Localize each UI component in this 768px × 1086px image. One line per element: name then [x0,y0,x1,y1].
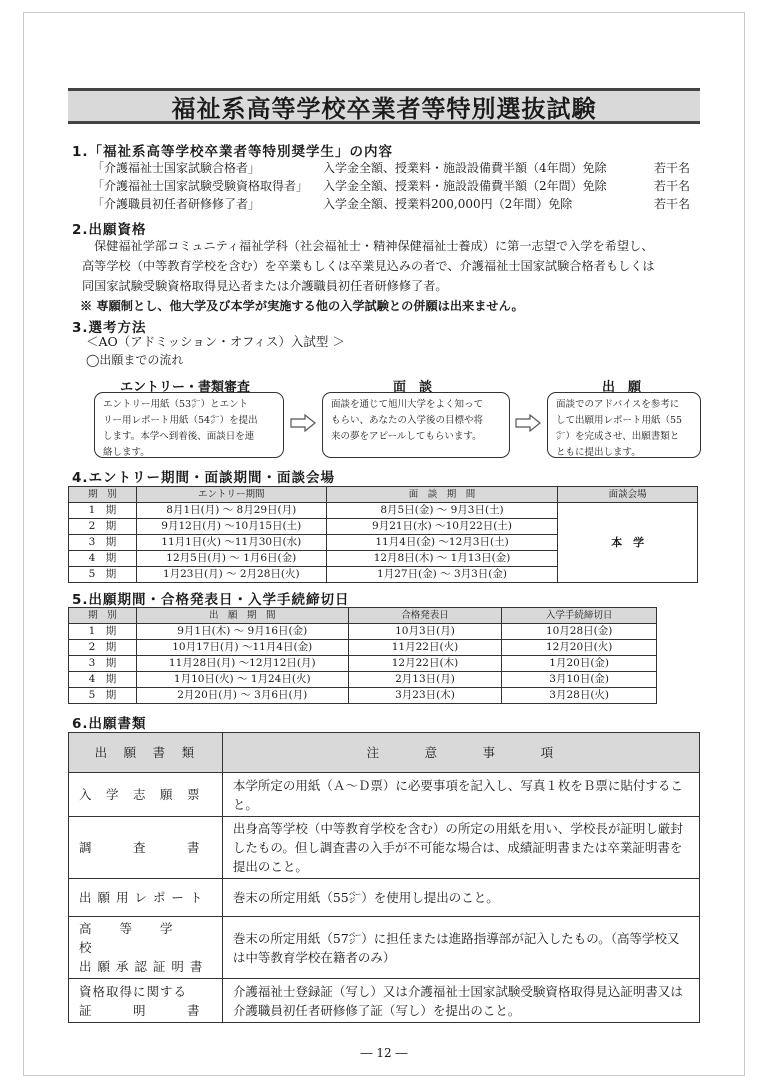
period-cell: 3 期 [69,656,137,672]
column-header: 面談会場 [558,487,698,503]
scholarship-count: 若干名 [654,179,691,193]
application-period-cell: 9月1日(木) ～ 9月16日(金) [136,624,348,640]
period-cell: 5 期 [69,688,137,704]
table-row [69,917,700,979]
flow-label: ◯出願までの流れ [86,353,184,367]
application-period-cell: 1月10日(火) ～ 1月24日(火) [136,672,348,688]
entry-period-cell: 11月1日(火) ～11月30日(水) [136,535,326,551]
scholarship-benefit: 入学金全額、授業料・施設設備費半額（2年間）免除 [323,179,607,193]
document-name-cell [69,979,223,1023]
flow-step-1-heading: エントリー・書類審査 [120,380,251,395]
table-header-row [69,733,700,773]
flow-text: もらい、あなたの入学後の目標や将 [331,415,484,426]
document-name-cell [69,917,223,979]
document-name: 調 査 書 [79,840,201,855]
flow-step-3-box [547,392,701,458]
application-period-cell: 10月17日(月) ～11月4日(金) [136,640,348,656]
table-row [69,979,700,1023]
document-name-cell [69,817,223,879]
flow-text: 面談を通じて旭川大学をよく知って [331,399,484,410]
application-period-cell: 11月28日(月) ～12月12日(月) [136,656,348,672]
flow-text: エントリー用紙（53㌻）とエント [103,399,249,410]
table-header-row [69,608,657,624]
document-name: 証 明 書 [79,1002,201,1018]
section-1-heading: 1.「福祉系高等学校卒業者等特別奨学生」の内容 [72,144,394,160]
interview-period-cell: 12月8日(木) ～ 1月13日(金) [326,551,558,567]
flow-text: リー用レポート用紙（54㌻）を提出 [103,415,258,426]
interview-period-cell: 1月27日(金) ～ 3月3日(金) [326,567,558,583]
period-cell: 2 期 [69,640,137,656]
period-cell: 3 期 [69,535,137,551]
document-name: 資格取得に関する [79,983,188,999]
title-bar [68,88,700,124]
document-note-cell: 巻末の所定用紙（57㌻）に担任または進路指導部が記入したもの。（高等学校又は中等教育学校在籍者のみ） [222,917,699,979]
result-date-cell: 10月3日(月) [348,624,502,640]
scholarship-count: 若干名 [654,161,691,175]
eligibility-line: 同国家試験受験資格取得見込者または介護職員初任者研修修了者。 [82,279,448,293]
section-6-heading: 6.出願書類 [72,716,147,732]
column-header: 出 願 期 間 [136,608,348,624]
column-header: 面 談 期 間 [326,487,558,503]
deadline-cell: 3月28日(火) [502,688,657,704]
table-header-row [69,487,698,503]
application-period-cell: 2月20日(月) ～ 3月6日(月) [136,688,348,704]
documents-table [68,732,700,1023]
entry-period-cell: 8月1日(月) ～ 8月29日(月) [136,503,326,519]
arrow-right-icon [290,414,316,432]
scholarship-count: 若干名 [654,197,691,211]
scholarship-name: 「介護職員初任者研修修了者」 [92,197,261,211]
flow-step-1-box [94,392,284,458]
document-note-cell: 本学所定の用紙（Ａ～Ｄ票）に必要事項を記入し、写真１枚をＢ票に貼付すること。 [222,773,699,817]
column-header: 期 別 [69,487,137,503]
deadline-cell: 3月10日(金) [502,672,657,688]
flow-text: ㌻）を完成させ、出願書類と [556,431,680,442]
column-header: エントリー期間 [136,487,326,503]
entry-period-cell: 9月12日(月) ～10月15日(土) [136,519,326,535]
eligibility-line: 高等学校（中等教育学校を含む）を卒業もしくは卒業見込みの者で、介護福祉士国家試験合格者もしくは [82,259,655,273]
page-number: ― 12 ― [360,1046,408,1060]
table-row [69,879,700,917]
document-note-cell: 出身高等学校（中等教育学校を含む）の所定の用紙を用い、学校長が証明し厳封したもの。但し調査書の入手が不可能な場合は、成績証明書または卒業証明書を提出のこと。 [222,817,699,879]
table-row [69,817,700,879]
application-schedule-table [68,607,657,704]
table-row [69,624,657,640]
period-cell: 4 期 [69,672,137,688]
result-date-cell: 11月22日(火) [348,640,502,656]
table-row [69,773,700,817]
flow-text: して出願用レポート用紙（55 [556,415,683,426]
entry-schedule-table [68,486,698,583]
table-row [69,640,657,656]
flow-text: 来の夢をアピールしてもらいます。 [331,431,482,442]
deadline-cell: 10月28日(金) [502,624,657,640]
table-row [69,503,698,519]
interview-period-cell: 8月5日(金) ～ 9月3日(土) [326,503,558,519]
selection-type: ＜AO（アドミッション・オフィス）入試型 ＞ [86,334,345,349]
result-date-cell: 3月23日(木) [348,688,502,704]
flow-step-3-heading: 出 願 [602,380,642,395]
column-header: 注 意 事 項 [222,733,699,773]
flow-text: 面談でのアドバイスを参考に [556,399,680,410]
result-date-cell: 12月22日(木) [348,656,502,672]
document-name-cell [69,879,223,917]
deadline-cell: 1月20日(金) [502,656,657,672]
entry-period-cell: 1月23日(月) ～ 2月28日(火) [136,567,326,583]
section-2-heading: 2.出願資格 [72,222,147,238]
flow-step-2-box [322,392,510,458]
column-header: 入学手続締切日 [502,608,657,624]
section-3-heading: 3.選考方法 [72,320,147,336]
entry-period-cell: 12月5日(月) ～ 1月6日(金) [136,551,326,567]
document-name: 出 願 用 レ ポ ー ト [79,890,204,905]
page-title: 福祉系高等学校卒業者等特別選抜試験 [171,94,597,123]
scholarship-name: 「介護福祉士国家試験受験資格取得者」 [92,179,309,193]
flow-text: 絡します。 [103,447,150,458]
period-cell: 4 期 [69,551,137,567]
flow-text: します。本学へ到着後、面談日を連 [103,431,255,442]
document-note-cell: 巻末の所定用紙（55㌻）を使用し提出のこと。 [222,879,699,917]
deadline-cell: 12月20日(火) [502,640,657,656]
column-header: 出 願 書 類 [69,733,223,773]
period-cell: 1 期 [69,503,137,519]
period-cell: 1 期 [69,624,137,640]
document-name: 高 等 学 校 [79,921,201,955]
section-4-heading: 4.エントリー期間・面談期間・面談会場 [72,470,336,486]
result-date-cell: 2月13日(月) [348,672,502,688]
period-cell: 5 期 [69,567,137,583]
column-header: 合格発表日 [348,608,502,624]
document-note-cell: 介護福祉士登録証（写し）又は介護福祉士国家試験受験資格取得見込証明書又は介護職員初任者研修修了証（写し）を提出のこと。 [222,979,699,1023]
scholarship-benefit: 入学金全額、授業料・施設設備費半額（4年間）免除 [323,161,607,175]
document-name-cell [69,773,223,817]
document-name: 出 願 承 認 証 明 書 [79,959,204,974]
flow-text: ともに提出します。 [556,447,641,458]
table-row [69,656,657,672]
scholarship-name: 「介護福祉士国家試験合格者」 [92,161,261,175]
interview-period-cell: 11月4日(金) ～12月3日(土) [326,535,558,551]
period-cell: 2 期 [69,519,137,535]
flow-step-2-heading: 面 談 [393,380,433,395]
interview-period-cell: 9月21日(水) ～10月22日(土) [326,519,558,535]
venue-cell: 本 学 [558,503,698,583]
section-5-heading: 5.出願期間・合格発表日・入学手続締切日 [72,592,350,608]
scholarship-benefit: 入学金全額、授業料200,000円（2年間）免除 [323,197,573,211]
eligibility-note: ※ 専願制とし、他大学及び本学が実施する他の入学試験との併願は出来ません。 [80,299,524,313]
table-row [69,672,657,688]
document-name: 入 学 志 願 票 [79,787,201,802]
table-row [69,688,657,704]
column-header: 期 別 [69,608,137,624]
eligibility-line: 保健福祉学部コミュニティ福祉学科（社会福祉士・精神保健福祉士養成）に第一志望で入学を希望し、 [94,239,654,253]
arrow-right-icon [515,414,541,432]
eligibility-text [82,236,702,316]
